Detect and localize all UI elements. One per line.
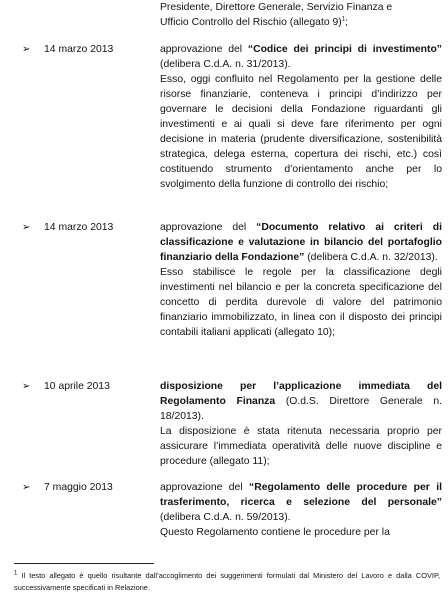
footnote-number: 1 bbox=[14, 570, 18, 577]
entry-date: 10 aprile 2013 bbox=[44, 381, 110, 392]
intro-line-1: Presidente, Direttore Generale, Servizio Finanza e bbox=[160, 2, 393, 13]
arrow-bullet-icon: ➢ bbox=[22, 44, 31, 55]
entry-reference: (delibera C.d.A. n. 59/2013). bbox=[160, 512, 291, 523]
entry-body bbox=[160, 42, 442, 192]
arrow-bullet-icon: ➢ bbox=[22, 222, 31, 233]
arrow-bullet-icon: ➢ bbox=[22, 482, 31, 493]
entry-title: “Documento relativo ai criteri di classificazione e valutazione in bilancio del portafoglio finanziario della Fondazione” bbox=[160, 222, 442, 263]
entry-reference: (O.d.S. Direttore Generale n. 18/2013). bbox=[160, 396, 442, 422]
footnote-reference[interactable]: 1 bbox=[341, 16, 346, 23]
entry-heading bbox=[160, 42, 442, 72]
entry-heading-prefix: approvazione del bbox=[160, 222, 257, 233]
entry-body bbox=[160, 379, 442, 469]
entry-reference: (delibera C.d.A. n. 32/2013). bbox=[304, 252, 438, 263]
arrow-bullet-icon: ➢ bbox=[22, 381, 31, 392]
entry-title: “Codice dei principi di investimento” bbox=[247, 44, 442, 55]
intro-line-2-end: ; bbox=[345, 17, 348, 28]
entry-date: 14 marzo 2013 bbox=[44, 222, 114, 233]
entry-body bbox=[160, 220, 442, 340]
entry-title: disposizione per l’applicazione immediata del Regolamento Finanza bbox=[160, 381, 442, 407]
entry-body bbox=[160, 480, 442, 540]
intro-line-2: Ufficio Controllo del Rischio (allegato 9) bbox=[160, 17, 342, 28]
entry-heading bbox=[160, 480, 442, 525]
entry-description: La disposizione è stata ritenuta necessaria proprio per assicurare l’immediata operatività delle nuove discipline e procedure (allegato 11); bbox=[160, 426, 442, 467]
entry-reference: (delibera C.d.A. n. 31/2013). bbox=[160, 59, 291, 70]
footnote-text: Il testo allegato è quello risultante dall’accoglimento dei suggerimenti formulati dal Ministero del Lavoro e dalla COVIP, successivamente specificati in Relazione. bbox=[14, 571, 440, 592]
entry-heading-prefix: approvazione del bbox=[160, 482, 250, 493]
intro-paragraph bbox=[160, 0, 442, 30]
entry-date: 14 marzo 2013 bbox=[44, 44, 114, 55]
entry-heading bbox=[160, 220, 442, 265]
entry-description: Questo Regolamento contiene le procedure per la bbox=[160, 527, 390, 538]
entry-description: Esso stabilisce le regole per la classificazione degli investimenti nel bilancio e per la concreta specificazione del concetto di perdita durevole di valore del patrimonio finanziario immobilizzato, in linea con il disposto dei principi contabili italiani applicati (allegato 10); bbox=[160, 267, 442, 338]
footnote-divider bbox=[14, 563, 154, 564]
footnote bbox=[14, 570, 440, 594]
entry-heading bbox=[160, 379, 442, 424]
entry-description: Esso, oggi confluito nel Regolamento per la gestione delle risorse finanziarie, conteneva i principi d’indirizzo per governare le decisioni della Fondazione riguardanti gli investimenti e ai quali si deve fare riferimento per ogni decisione in materia (prudente diversificazione, sostenibilità strategica, delega esterna, copertura dei rischi, etc.) così costituendo strumento d’orientamento anche per lo svolgimento della funzione di controllo dei rischio; bbox=[160, 74, 442, 190]
entry-date: 7 maggio 2013 bbox=[44, 482, 113, 493]
entry-heading-prefix: approvazione del bbox=[160, 44, 248, 55]
entry-title: “Regolamento delle procedure per il trasferimento, ricerca e selezione del personale” bbox=[160, 482, 443, 508]
